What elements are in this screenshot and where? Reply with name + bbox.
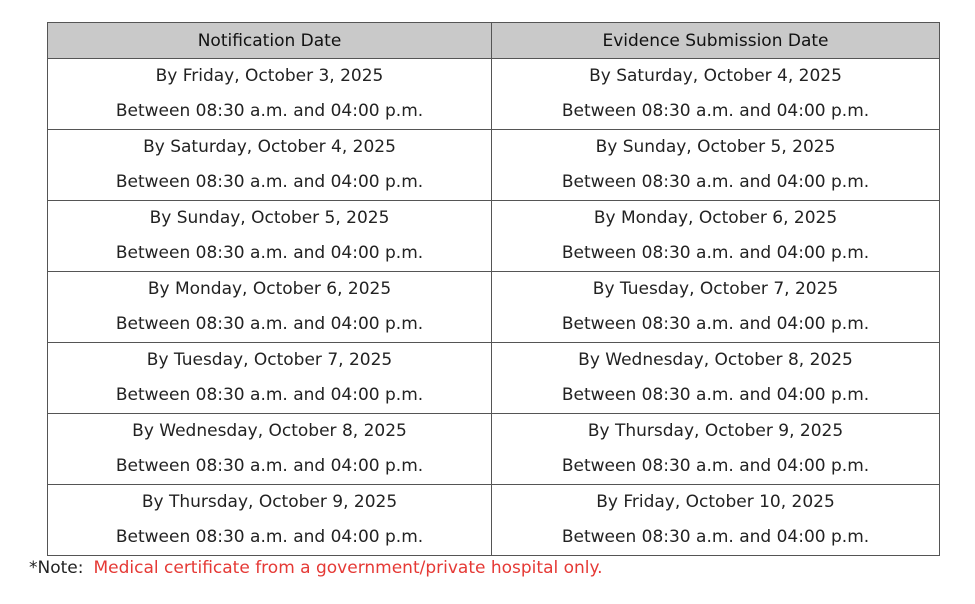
- notification-date: By Sunday, October 5, 2025: [149, 208, 390, 228]
- submission-time: Between 08:30 a.m. and 04:00 p.m.: [561, 172, 870, 192]
- table-header: [48, 23, 940, 59]
- submission-cell: [492, 201, 940, 272]
- submission-time: Between 08:30 a.m. and 04:00 p.m.: [561, 101, 870, 121]
- notification-cell: [48, 272, 492, 343]
- table-row: [48, 343, 940, 414]
- notification-date: By Wednesday, October 8, 2025: [132, 421, 407, 441]
- notification-date: By Saturday, October 4, 2025: [143, 137, 396, 157]
- notification-cell: [48, 201, 492, 272]
- submission-date: By Tuesday, October 7, 2025: [592, 279, 839, 299]
- submission-cell: [492, 272, 940, 343]
- table-row: [48, 201, 940, 272]
- footnote: [29, 558, 603, 578]
- notification-cell: [48, 130, 492, 201]
- table-row: [48, 130, 940, 201]
- notification-cell: [48, 414, 492, 485]
- notification-date: By Tuesday, October 7, 2025: [146, 350, 393, 370]
- submission-date: By Thursday, October 9, 2025: [587, 421, 844, 441]
- notification-time: Between 08:30 a.m. and 04:00 p.m.: [115, 456, 424, 476]
- table-row: [48, 414, 940, 485]
- submission-time: Between 08:30 a.m. and 04:00 p.m.: [561, 314, 870, 334]
- table-row: [48, 272, 940, 343]
- submission-time: Between 08:30 a.m. and 04:00 p.m.: [561, 456, 870, 476]
- notification-time: Between 08:30 a.m. and 04:00 p.m.: [115, 527, 424, 547]
- submission-cell: [492, 343, 940, 414]
- notification-time: Between 08:30 a.m. and 04:00 p.m.: [115, 172, 424, 192]
- table-row: [48, 485, 940, 556]
- notification-time: Between 08:30 a.m. and 04:00 p.m.: [115, 385, 424, 405]
- submission-date: By Saturday, October 4, 2025: [589, 66, 842, 86]
- submission-date: By Friday, October 10, 2025: [596, 492, 835, 512]
- submission-cell: [492, 59, 940, 130]
- submission-time: Between 08:30 a.m. and 04:00 p.m.: [561, 243, 870, 263]
- submission-date: By Wednesday, October 8, 2025: [578, 350, 853, 370]
- header-notification-date: Notification Date: [48, 23, 492, 59]
- submission-time: Between 08:30 a.m. and 04:00 p.m.: [561, 527, 870, 547]
- note-label: *Note:: [29, 558, 84, 578]
- table-row: [48, 59, 940, 130]
- notification-time: Between 08:30 a.m. and 04:00 p.m.: [115, 314, 424, 334]
- notification-date: By Monday, October 6, 2025: [147, 279, 392, 299]
- submission-cell: [492, 414, 940, 485]
- notification-cell: [48, 485, 492, 556]
- notification-date: By Thursday, October 9, 2025: [141, 492, 398, 512]
- submission-time: Between 08:30 a.m. and 04:00 p.m.: [561, 385, 870, 405]
- notification-time: Between 08:30 a.m. and 04:00 p.m.: [115, 243, 424, 263]
- submission-cell: [492, 485, 940, 556]
- note-text: Medical certificate from a government/private hospital only.: [93, 558, 603, 578]
- notification-cell: [48, 343, 492, 414]
- notification-time: Between 08:30 a.m. and 04:00 p.m.: [115, 101, 424, 121]
- schedule-table: [47, 22, 940, 556]
- table-body: [48, 59, 940, 556]
- header-row: [48, 23, 940, 59]
- submission-date: By Sunday, October 5, 2025: [595, 137, 836, 157]
- notification-cell: [48, 59, 492, 130]
- submission-cell: [492, 130, 940, 201]
- submission-date: By Monday, October 6, 2025: [593, 208, 838, 228]
- notification-date: By Friday, October 3, 2025: [155, 66, 384, 86]
- header-evidence-submission-date: Evidence Submission Date: [492, 23, 940, 59]
